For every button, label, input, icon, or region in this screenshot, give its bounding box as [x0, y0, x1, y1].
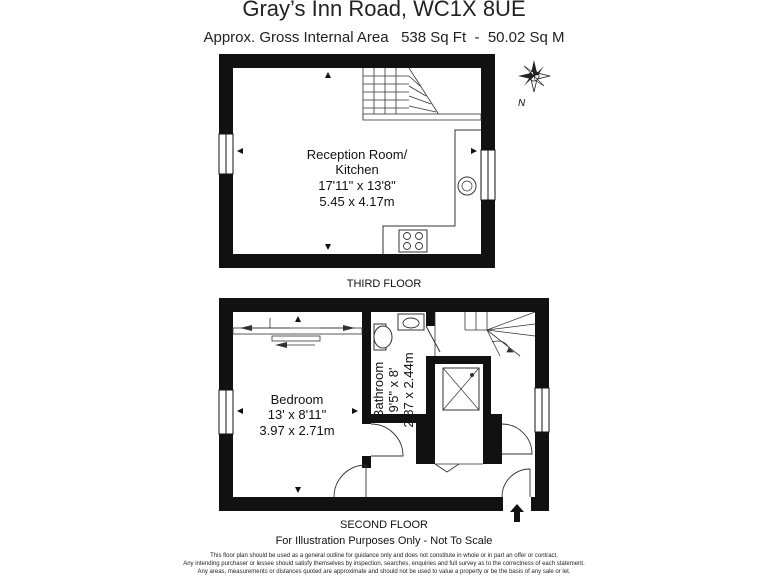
shower-tray-icon	[443, 368, 479, 410]
arrow-up-third	[325, 72, 331, 78]
basin-icon	[398, 314, 424, 330]
bedroom-metric: 3.97 x 2.71m	[259, 423, 335, 438]
reception-room-name-2: Kitchen	[335, 162, 379, 177]
arrow-right-bedroom	[352, 408, 358, 414]
arrow-up-bedroom	[295, 316, 301, 322]
bathroom-door-swing	[371, 424, 403, 456]
cupboard-doors	[435, 464, 459, 472]
arrow-down-third	[325, 244, 331, 250]
hob-icon	[399, 230, 427, 252]
arrow-down-bedroom	[295, 487, 301, 493]
bathroom-right-wall	[426, 312, 435, 326]
second-floor-label: SECOND FLOOR	[339, 519, 428, 531]
hall-wall-left	[416, 414, 435, 464]
arrow-left-bedroom	[237, 408, 243, 414]
arrow-left-third	[237, 148, 243, 154]
area-label: Approx. Gross Internal Area	[203, 29, 389, 46]
reception-room-name: Reception Room/	[306, 147, 408, 162]
front-door	[502, 469, 530, 497]
third-floor-label: THIRD FLOOR	[346, 278, 422, 290]
second-floor-plan	[219, 298, 549, 522]
compass-rose-icon	[518, 60, 550, 92]
area-sqft: 538 Sq Ft	[401, 29, 467, 46]
bedroom-name: Bedroom	[270, 392, 324, 407]
arrow-right-third	[471, 148, 477, 154]
plan-title: Gray’s Inn Road, WC1X 8UE	[242, 0, 526, 21]
disclaimer-line-2: Any intending purchaser or lessee should satisfy themselves by inspection, searches, enquiries and full survey as to the correctness of each statement.	[183, 561, 585, 567]
disclaimer-line-3: Any areas, measurements or distances quoted are approximate and should not be used to value a property or be the basis of any sale or let.	[197, 569, 571, 575]
wardrobe	[233, 318, 362, 348]
sink-icon	[458, 177, 476, 195]
hall-wall-right	[483, 414, 502, 464]
reception-room-metric: 5.45 x 4.17m	[319, 194, 395, 209]
balustrade-third	[363, 114, 481, 120]
hall-door	[502, 424, 532, 454]
staircase-third	[363, 68, 441, 118]
bedroom-imperial: 13' x 8'11"	[267, 407, 327, 422]
bedroom-bathroom-wall	[362, 312, 371, 424]
area-sqm: 50.02 Sq M	[487, 29, 565, 46]
third-floor-plan	[219, 54, 495, 268]
compass-north-label: N	[518, 98, 526, 109]
disclaimer-line-1: This floor plan should be used as a general outline for guidance only and does not constitute in whole or in part an offer or contract.	[210, 553, 558, 559]
reception-room-imperial: 17'11" x 13'8"	[318, 178, 396, 193]
bathroom-metric: 2.87 x 2.44m	[401, 352, 416, 428]
bedroom-door	[334, 465, 366, 497]
bathroom-imperial: 9'5" x 8'	[386, 367, 401, 413]
staircase-second	[435, 312, 535, 356]
area-separator: -	[474, 29, 480, 46]
bathroom-door	[426, 326, 440, 352]
illustration-note: For Illustration Purposes Only - Not To Scale	[275, 535, 493, 547]
bathroom-name: Bathroom	[371, 361, 386, 419]
toilet-icon	[374, 324, 392, 350]
